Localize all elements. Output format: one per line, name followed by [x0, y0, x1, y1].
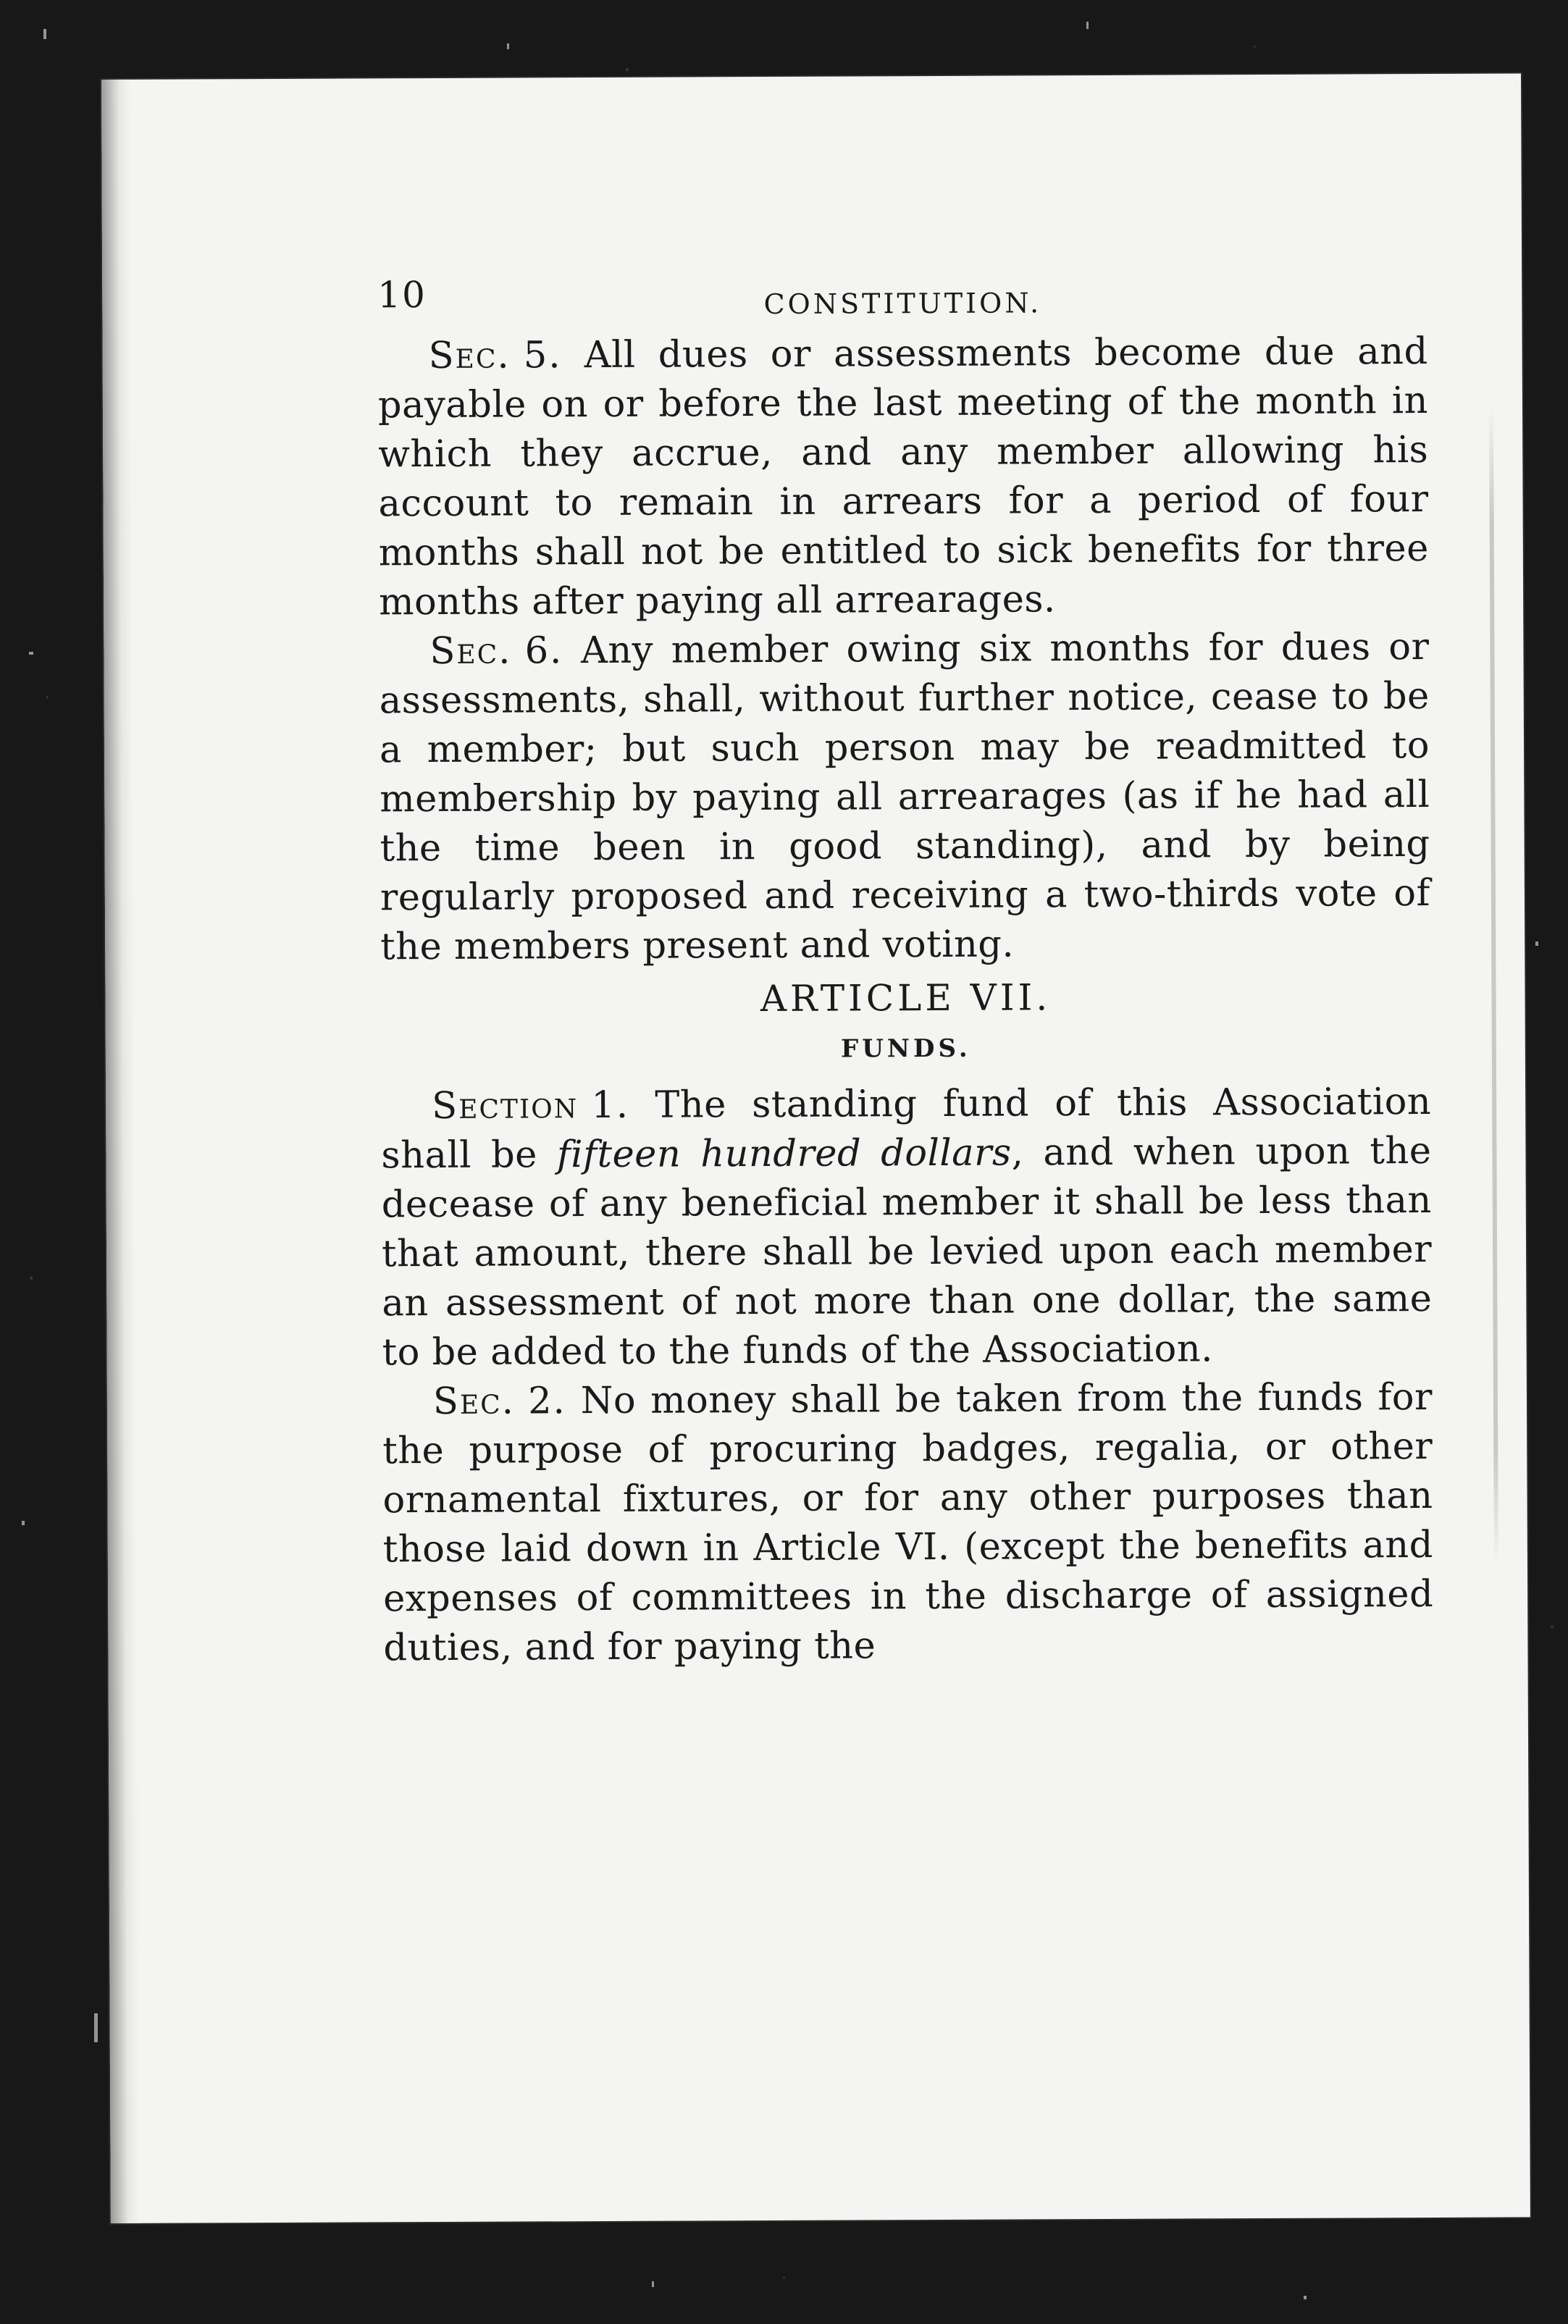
running-head [377, 262, 1427, 332]
section-1-label: Section 1. [432, 1083, 630, 1128]
running-head-title: CONSTITUTION. [763, 287, 1042, 321]
section-6-text: Any member owing six months for dues or assessments, shall, without further notice, cease to be a member; but such person may be readmitted to membership by paying all arrearages (as if he had all the time been in good standing), and by being regularly proposed and receiving a two-thirds vote of the members present and voting. [379, 626, 1431, 969]
section-1-paragraph [381, 1078, 1433, 1377]
scan-speck [1086, 22, 1089, 29]
section-1-emphasis: fifteen hundred dollars [556, 1131, 1012, 1177]
book-page [101, 73, 1530, 2223]
scan-speck [94, 2013, 98, 2042]
scan-speck [652, 2281, 654, 2287]
scan-speck [22, 1521, 25, 1525]
page-edge-line [1489, 407, 1498, 1566]
section-5-label: Sec. 5. [428, 334, 562, 378]
page-content [377, 262, 1433, 1673]
section-5-text: All dues or assessments become due and payable on or before the last meeting of the month in which they accrue, and any member allowing his account to remain in arrears for a period of four months shall not be entitled to sick benefits for three months after paying all arrearages. [377, 330, 1429, 624]
scan-speck [507, 43, 509, 49]
scan-speck [1304, 2296, 1307, 2299]
article-subheading: FUNDS. [840, 1033, 971, 1064]
page-number: 10 [377, 274, 427, 316]
section-6-paragraph [379, 623, 1430, 972]
section-6-label: Sec. 6. [429, 629, 563, 674]
section-2-text: No money shall be taken from the funds for the purpose of procuring badges, regalia, or other ornamental fixtures, or for any other purposes than those laid down in Article VI. (except the benefits and expenses of committees in the discharge of assigned duties, and for paying the [382, 1375, 1434, 1670]
section-1-text-after: , and when upon the decease of any beneficial member it shall be less than that amount, there shall be levied upon each member an assessment of not more than one dollar, the same to be added to the funds of the Association. [381, 1130, 1433, 1375]
section-2-paragraph [382, 1373, 1434, 1673]
section-5-paragraph [378, 327, 1430, 627]
scan-speck [29, 652, 33, 655]
section-1-text-before: The standing fund of this Association shall be [381, 1081, 1432, 1178]
section-2-label: Sec. 2. [432, 1380, 566, 1424]
article-heading: ARTICLE VII. [760, 976, 1052, 1020]
scan-speck [43, 29, 46, 39]
scan-speck [1535, 941, 1538, 946]
